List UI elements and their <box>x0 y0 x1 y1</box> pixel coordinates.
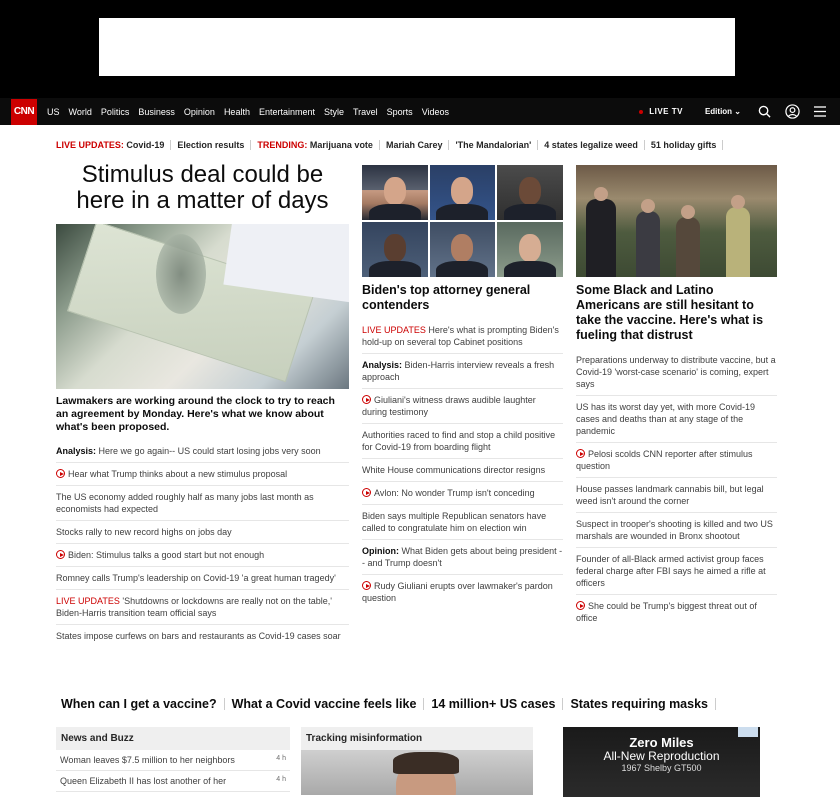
story-text: 'Shutdowns or lockdowns are really not on the table,' Biden-Harris transition team official says <box>56 596 332 618</box>
divider <box>537 140 538 150</box>
misinformation-image[interactable] <box>301 750 533 795</box>
story-text: Giuliani's witness draws audible laughter during testimony <box>362 395 536 417</box>
live-tv-label: LIVE TV <box>649 107 683 116</box>
story-text: Romney calls Trump's leadership on Covid-19 'a great human tragedy' <box>56 573 336 583</box>
vaccine-story-image[interactable] <box>576 165 777 277</box>
story-text: Rudy Giuliani erupts over lawmaker's pardon question <box>362 581 553 603</box>
list-item[interactable] <box>56 486 349 521</box>
attorney-general-headline[interactable]: Biden's top attorney general contenders <box>362 283 531 312</box>
video-play-icon <box>576 449 585 458</box>
contender-photo <box>430 222 496 277</box>
list-item[interactable] <box>56 440 349 463</box>
story-text: Avlon: No wonder Trump isn't conceding <box>374 488 535 498</box>
list-item[interactable] <box>56 463 349 486</box>
video-play-icon <box>362 581 371 590</box>
live-dot-icon <box>639 110 643 114</box>
divider <box>644 140 645 150</box>
nav-link-style[interactable]: Style <box>323 106 344 117</box>
misinformation-title: Tracking misinformation <box>301 727 533 750</box>
analysis-label: Analysis: <box>362 360 403 370</box>
story-text: Preparations underway to distribute vaccine, but a Covid-19 'worst-case scenario' is coming, expert says <box>576 355 776 389</box>
hair-graphic <box>393 752 459 774</box>
divider <box>250 140 251 150</box>
trend-link-election[interactable]: Election results <box>177 140 245 150</box>
statue-graphic <box>156 234 206 314</box>
pedestrian-graphic <box>586 199 616 277</box>
list-item[interactable] <box>56 521 349 544</box>
story-text: Here we go again-- US could start losing jobs very soon <box>98 446 321 456</box>
nav-link-opinion[interactable]: Opinion <box>183 106 215 117</box>
search-icon[interactable] <box>756 104 772 120</box>
story-text: She could be Trump's biggest threat out of office <box>576 601 757 623</box>
story-text: Hear what Trump thinks about a new stimulus proposal <box>68 469 288 479</box>
list-item[interactable] <box>362 459 563 482</box>
column-stimulus <box>56 160 349 647</box>
video-play-icon <box>576 601 585 610</box>
trend-link-gifts[interactable]: 51 holiday gifts <box>650 140 717 150</box>
story-text: Queen Elizabeth II has lost another of her <box>60 776 227 786</box>
lead-story-text[interactable]: Lawmakers are working around the clock to try to reach an agreement by Monday. Here's what we know about what's been proposed. <box>56 395 335 433</box>
top-ad-band <box>0 0 840 98</box>
opinion-label: Opinion: <box>362 546 399 556</box>
menu-icon[interactable] <box>812 104 828 120</box>
trend-link-covid[interactable]: Covid-19 <box>126 140 165 150</box>
nav-link-videos[interactable]: Videos <box>421 106 450 117</box>
account-icon[interactable] <box>784 104 800 120</box>
stimulus-check-image[interactable] <box>56 224 349 389</box>
nav-link-travel[interactable]: Travel <box>353 106 378 117</box>
nav-link-us[interactable]: US <box>47 106 60 117</box>
list-item[interactable] <box>56 750 290 771</box>
nav-link-business[interactable]: Business <box>138 106 175 117</box>
subnav-link-vaccine[interactable]: When can I get a vaccine? <box>61 697 217 711</box>
list-item[interactable] <box>576 513 777 548</box>
divider <box>448 140 449 150</box>
trend-link-weed[interactable]: 4 states legalize weed <box>544 140 638 150</box>
ad-line-1: Zero Miles <box>629 735 694 750</box>
story-text: Authorities raced to find and stop a child positive for Covid-19 from boarding flight <box>362 430 556 452</box>
list-item[interactable] <box>56 567 349 590</box>
nav-link-world[interactable]: World <box>68 106 92 117</box>
contender-photo <box>497 222 563 277</box>
top-ad-slot[interactable] <box>99 18 735 76</box>
divider <box>562 698 563 710</box>
contenders-photo-grid[interactable] <box>362 165 563 277</box>
story-text: White House communications director resigns <box>362 465 546 475</box>
story-text: Stocks rally to new record highs on jobs day <box>56 527 232 537</box>
stimulus-story-list <box>56 440 349 647</box>
divider <box>715 698 716 710</box>
list-item[interactable] <box>362 424 563 459</box>
news-buzz-title: News and Buzz <box>56 727 290 750</box>
story-text: What Biden gets about being president -- and Trump doesn't <box>362 546 563 568</box>
trend-link-marijuana[interactable]: Marijuana vote <box>309 140 373 150</box>
live-updates-label: LIVE UPDATES <box>362 325 426 335</box>
cnn-logo[interactable]: CNN <box>11 99 37 125</box>
story-text: Biden says multiple Republican senators have called to congratulate him on election win <box>362 511 547 533</box>
list-item[interactable] <box>362 540 563 575</box>
story-text: States impose curfews on bars and restaurants as Covid-19 cases soar <box>56 631 341 641</box>
list-item[interactable] <box>576 349 777 396</box>
attorney-story-list <box>362 319 563 609</box>
ad-line-2: All-New Reproduction <box>603 749 720 763</box>
list-item[interactable] <box>56 590 349 625</box>
list-item[interactable] <box>56 625 349 647</box>
chevron-down-icon: ⌄ <box>734 107 741 116</box>
story-text: Founder of all-Black armed activist group faces federal charge after FBI says he aimed a rifle at officers <box>576 554 766 588</box>
pedestrian-graphic <box>676 217 700 277</box>
trending-label: TRENDING: <box>257 140 308 150</box>
news-buzz-box <box>56 727 290 797</box>
story-age: 4 h <box>276 776 286 783</box>
vaccine-story-list <box>576 349 777 629</box>
nav-link-politics[interactable]: Politics <box>100 106 130 117</box>
nav-link-sports[interactable]: Sports <box>386 106 413 117</box>
trend-link-mandalorian[interactable]: 'The Mandalorian' <box>455 140 532 150</box>
live-tv-link[interactable] <box>639 107 683 116</box>
list-item[interactable] <box>576 595 777 629</box>
misinformation-box <box>301 727 533 797</box>
list-item[interactable] <box>576 548 777 595</box>
column-attorney-general <box>362 160 563 609</box>
contender-photo <box>362 165 428 220</box>
story-text: Pelosi scolds CNN reporter after stimulus question <box>576 449 753 471</box>
contender-photo <box>497 165 563 220</box>
covid-subnav <box>61 696 723 712</box>
pedestrian-graphic <box>726 207 750 277</box>
live-updates-label: LIVE UPDATES <box>56 596 120 606</box>
ad-line-3: 1967 Shelby GT500 <box>621 763 702 773</box>
live-updates-label: LIVE UPDATES: <box>56 140 124 150</box>
main-headline[interactable]: Stimulus deal could be here in a matter of days <box>76 161 329 214</box>
edition-label: Edition <box>704 107 733 116</box>
list-item[interactable] <box>362 505 563 540</box>
video-play-icon <box>362 488 371 497</box>
story-text: Woman leaves $7.5 million to her neighbors <box>60 755 235 765</box>
list-item[interactable] <box>362 389 563 424</box>
contender-photo <box>362 222 428 277</box>
subnav-link-feels-like[interactable]: What a Covid vaccine feels like <box>231 697 417 711</box>
nav-right <box>639 104 840 120</box>
column-vaccine <box>576 160 777 629</box>
list-item[interactable] <box>576 443 777 478</box>
story-text: US has its worst day yet, with more Covid-19 cases and deaths than at any stage of the pandemic <box>576 402 756 436</box>
video-play-icon <box>56 550 65 559</box>
contender-photo <box>430 165 496 220</box>
pedestrian-graphic <box>636 211 660 277</box>
list-item[interactable] <box>362 354 563 389</box>
nav-link-entertainment[interactable]: Entertainment <box>258 106 315 117</box>
divider <box>722 140 723 150</box>
divider <box>379 140 380 150</box>
story-text: Here's what is prompting Biden's hold-up on several top Cabinet positions <box>362 325 559 347</box>
vaccine-headline[interactable]: Some Black and Latino Americans are still hesitant to take the vaccine. Here's what is fueling that distrust <box>576 283 764 342</box>
edition-selector[interactable] <box>705 107 741 116</box>
list-item[interactable] <box>576 396 777 443</box>
analysis-label: Analysis: <box>56 446 97 456</box>
subnav-link-cases[interactable]: 14 million+ US cases <box>431 697 556 711</box>
news-buzz-list <box>56 750 290 792</box>
side-advertisement[interactable] <box>563 727 760 797</box>
divider <box>224 698 225 710</box>
story-text: The US economy added roughly half as many jobs last month as economists had expected <box>56 492 314 514</box>
ad-choices-icon[interactable] <box>738 727 758 737</box>
video-play-icon <box>362 395 371 404</box>
story-text: Suspect in trooper's shooting is killed and two US marshals are wounded in Bronx shootout <box>576 519 773 541</box>
divider <box>170 140 171 150</box>
list-item[interactable] <box>576 478 777 513</box>
story-age: 4 h <box>276 755 286 762</box>
subnav-link-masks[interactable]: States requiring masks <box>570 697 708 711</box>
nav-link-health[interactable]: Health <box>223 106 250 117</box>
list-item[interactable] <box>362 482 563 505</box>
trending-bar <box>56 138 729 152</box>
list-item[interactable] <box>56 771 290 792</box>
list-item[interactable] <box>362 319 563 354</box>
divider <box>423 698 424 710</box>
nav-links <box>47 107 458 117</box>
story-text: House passes landmark cannabis bill, but legal weed isn't around the corner <box>576 484 764 506</box>
list-item[interactable] <box>56 544 349 567</box>
main-nav <box>0 98 840 125</box>
trend-link-mariah[interactable]: Mariah Carey <box>385 140 443 150</box>
story-text: Biden-Harris interview reveals a fresh approach <box>362 360 555 382</box>
video-play-icon <box>56 469 65 478</box>
list-item[interactable] <box>362 575 563 609</box>
story-text: Biden: Stimulus talks a good start but not enough <box>68 550 265 560</box>
